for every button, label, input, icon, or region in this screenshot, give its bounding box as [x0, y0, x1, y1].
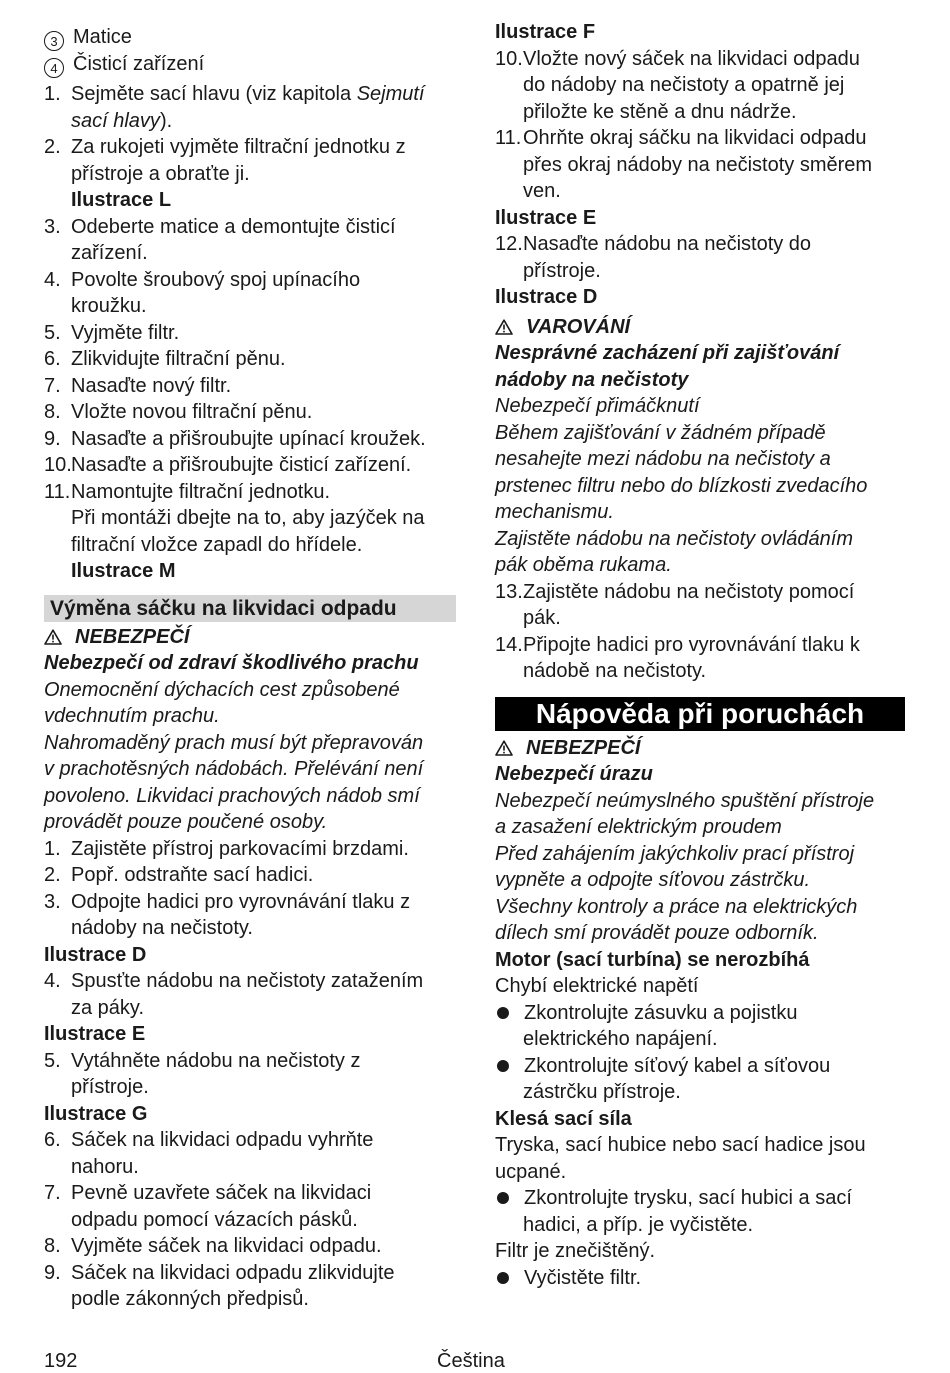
warning-label: VAROVÁNÍ: [495, 314, 905, 341]
step: 1. Sejměte sací hlavu (viz kapitola Sejmutí: [44, 83, 425, 105]
step-cont: sací hlavy).: [71, 109, 173, 132]
part-item: 4 Čisticí zařízení: [44, 51, 456, 78]
part-item: 3 Matice: [44, 24, 456, 51]
bullet-icon: [497, 1272, 509, 1284]
illustration-ref: Ilustrace L: [71, 189, 172, 211]
left-column: [44, 24, 456, 1313]
warning-text: prstenec filtru nebo do blízkosti zvedacího: [495, 474, 868, 497]
step-cont: ven.: [523, 180, 561, 202]
section-heading: Výměna sáčku na likvidaci odpadu: [44, 595, 456, 622]
remedy-item: Zkontrolujte zásuvku a pojistku: [495, 1000, 905, 1027]
warning-text: Nebezpečí přimáčknutí: [495, 395, 700, 417]
remedy-cont: elektrického napájení.: [523, 1028, 718, 1050]
warning-text: Zajistěte nádobu na nečistoty ovládáním: [495, 527, 853, 550]
remedy-item: Vyčistěte filtr.: [495, 1265, 905, 1292]
warning-triangle-icon: [44, 629, 62, 645]
step-cont: za páky.: [71, 996, 144, 1019]
step-cont: přiložte ke stěně a dnu nádrže.: [523, 100, 797, 123]
circled-number: 3: [44, 31, 64, 51]
illustration-ref: Ilustrace G: [44, 1102, 148, 1125]
step-cont: nádoby na nečistoty.: [71, 917, 253, 939]
step: 9. Nasaďte a přišroubujte upínací kroužek.: [44, 427, 426, 450]
danger-text: povoleno. Likvidaci prachových nádob smí: [44, 784, 420, 807]
step-cont: odpadu pomocí vázacích pásků.: [71, 1208, 358, 1231]
step: 4. Spusťte nádobu na nečistoty zatažením: [44, 970, 424, 992]
danger-text: Onemocnění dýchacích cest způsobené: [44, 678, 400, 701]
step-cont: pák.: [523, 607, 561, 629]
illustration-ref: Ilustrace F: [495, 21, 596, 43]
step: 10.Vložte nový sáček na likvidaci odpadu: [495, 47, 860, 70]
danger-text: Nebezpečí neúmyslného spuštění přístroje: [495, 789, 875, 812]
fault-cause: Tryska, sací hubice nebo sací hadice jsou: [495, 1134, 866, 1156]
bullet-icon: [497, 1060, 509, 1072]
step: 7. Nasaďte nový filtr.: [44, 374, 232, 397]
danger-text: Před zahájením jakýchkoliv prací přístroj: [495, 842, 855, 865]
danger-heading: Nebezpečí úrazu: [495, 763, 653, 785]
illustration-ref: Ilustrace E: [44, 1023, 146, 1045]
step: 3. Odpojte hadici pro vyrovnávání tlaku z: [44, 890, 411, 913]
step: 8. Vložte novou filtrační pěnu.: [44, 401, 313, 423]
step-cont: přístroje a obraťte ji.: [71, 162, 250, 185]
section-heading-main: Nápověda při poruchách: [495, 697, 905, 731]
step-cont: nádobě na nečistoty.: [523, 660, 707, 682]
danger-text: Nahromaděný prach musí být přepravován: [44, 731, 424, 754]
fault-cause: Filtr je znečištěný.: [495, 1240, 656, 1262]
danger-text: v prachotěsných nádobách. Přelévání není: [44, 758, 424, 780]
step-cont: přístroje.: [71, 1076, 149, 1098]
step-cont: nahoru.: [71, 1155, 139, 1178]
step-cont: podle zákonných předpisů.: [71, 1288, 309, 1310]
warning-heading: Nesprávné zacházení při zajišťování: [495, 342, 840, 364]
remedy-cont: zástrčku přístroje.: [523, 1081, 681, 1103]
illustration-ref: Ilustrace D: [495, 286, 598, 308]
fault-title: Klesá sací síla: [495, 1107, 632, 1130]
step: 11.Ohrňte okraj sáčku na likvidaci odpadu: [495, 127, 867, 149]
fault-cause: Chybí elektrické napětí: [495, 975, 699, 997]
step: 6. Sáček na likvidaci odpadu vyhrňte: [44, 1129, 374, 1151]
step-cont: kroužku.: [71, 295, 147, 317]
illustration-ref: Ilustrace E: [495, 206, 597, 229]
step: 2. Za rukojeti vyjměte filtrační jednotku z: [44, 136, 406, 158]
illustration-ref: Ilustrace M: [71, 560, 176, 582]
danger-text: dílech smí provádět pouze odborník.: [495, 922, 819, 944]
danger-label: NEBEZPEČÍ: [44, 624, 456, 651]
fault-cause: ucpané.: [495, 1160, 567, 1183]
step: 5. Vytáhněte nádobu na nečistoty z: [44, 1049, 361, 1072]
step: 13.Zajistěte nádobu na nečistoty pomocí: [495, 580, 855, 603]
page-number: 192: [44, 1350, 78, 1372]
step: 8. Vyjměte sáček na likvidaci odpadu.: [44, 1235, 382, 1257]
remedy-cont: hadici, a příp. je vyčistěte.: [523, 1213, 754, 1236]
danger-text: a zasažení elektrickým proudem: [495, 816, 782, 838]
step: 6. Zlikvidujte filtrační pěnu.: [44, 348, 286, 370]
step-cont: zařízení.: [71, 242, 148, 264]
warning-text: Během zajišťování v žádném případě: [495, 421, 826, 444]
step: 2. Popř. odstraňte sací hadici.: [44, 864, 314, 886]
step-cont: do nádoby na nečistoty a opatrně jej: [523, 74, 845, 96]
step: 5. Vyjměte filtr.: [44, 321, 180, 344]
warning-text: pák oběma rukama.: [495, 554, 672, 576]
right-column: [495, 19, 905, 1291]
danger-text: provádět pouze poučené osoby.: [44, 811, 328, 833]
step: 14.Připojte hadici pro vyrovnávání tlaku k: [495, 633, 860, 656]
bullet-icon: [497, 1007, 509, 1019]
step-cont: přes okraj nádoby na nečistoty směrem: [523, 153, 873, 176]
danger-heading: Nebezpečí od zdraví škodlivého prachu: [44, 652, 419, 674]
warning-text: mechanismu.: [495, 501, 614, 523]
circled-number: 4: [44, 58, 64, 78]
step-cont: přístroje.: [523, 259, 601, 282]
step-note: Při montáži dbejte na to, aby jazýček na: [71, 507, 425, 529]
danger-text: vdechnutím prachu.: [44, 705, 220, 727]
danger-label: NEBEZPEČÍ: [495, 735, 905, 762]
step: 9. Sáček na likvidaci odpadu zlikvidujte: [44, 1261, 395, 1284]
step: 4. Povolte šroubový spoj upínacího: [44, 268, 361, 291]
step-note: filtrační vložce zapadl do hřídele.: [71, 533, 363, 556]
remedy-item: Zkontrolujte síťový kabel a síťovou: [495, 1053, 905, 1080]
warning-triangle-icon: [495, 740, 513, 756]
remedy-item: Zkontrolujte trysku, sací hubici a sací: [495, 1185, 905, 1212]
step: 7. Pevně uzavřete sáček na likvidaci: [44, 1182, 372, 1204]
fault-title: Motor (sací turbína) se nerozbíhá: [495, 948, 810, 971]
step: 11.Namontujte filtrační jednotku.: [44, 480, 331, 503]
bullet-icon: [497, 1192, 509, 1204]
warning-text: nesahejte mezi nádobu na nečistoty a: [495, 448, 831, 470]
danger-text: vypněte a odpojte síťovou zástrčku.: [495, 869, 811, 891]
step: 12.Nasaďte nádobu na nečistoty do: [495, 233, 812, 255]
illustration-ref: Ilustrace D: [44, 943, 147, 966]
warning-triangle-icon: [495, 319, 513, 335]
step: 10.Nasaďte a přišroubujte čisticí zařízení.: [44, 454, 412, 476]
step: 3. Odeberte matice a demontujte čisticí: [44, 215, 396, 238]
danger-text: Všechny kontroly a práce na elektrických: [495, 895, 858, 918]
warning-heading: nádoby na nečistoty: [495, 368, 689, 391]
footer-language: Čeština: [437, 1350, 505, 1372]
step: 1. Zajistěte přístroj parkovacími brzdami.: [44, 837, 409, 860]
